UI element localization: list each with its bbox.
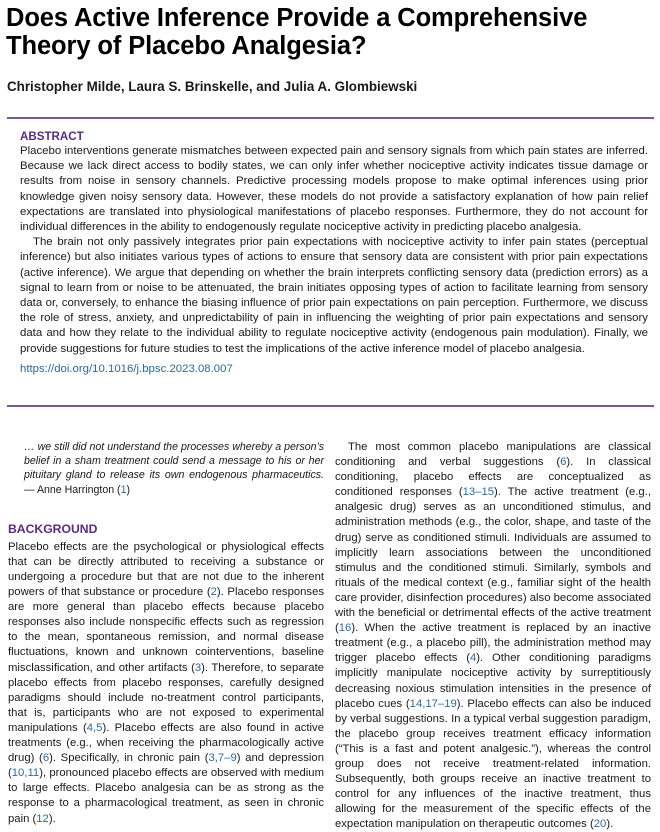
paragraph-text: ).	[606, 818, 614, 831]
paragraph-text: ).	[48, 812, 56, 825]
paragraph-text: ). The active treatment (e.g., analgesic drug) serves as an unconditioned stimulus, and administration methods (e.g., the color, shape, and taste of the drug) serve as conditioned stimuli. Individuals are assumed to implicitly learn associations between the unconditioned stimulus and the conditioned stimuli. Similarly, symbols and rituals of the medical context (e.g., familiar sight of the health care provider, disinfection procedures) also become associated with the beneficial or detrimental effects of the active treatment (	[335, 486, 651, 635]
citation-link[interactable]: 16	[338, 622, 352, 635]
paragraph-text: ). Placebo responses are more general than placebo effects because placebo responses also include nonspecific effects such as regression to the mean, spontaneous remission, and normal disease fluctuations, known and unknown cointerventions, baseline misclassification, and other artifacts (	[8, 586, 325, 674]
citation-link[interactable]: 14,17–19	[409, 697, 457, 710]
paragraph-text: ). Therefore, to separate placebo effects from placebo responses, carefully designed paradigms should include no-treatment control participants, that is, participants who are not exposed to experimental manipulations (	[8, 661, 324, 734]
paragraph-text: ). Placebo effects can also be induced by verbal suggestions. In a typical verbal suggestion paradigm, the placebo group receives treatment efficacy information (“This is a fast and potent analgesic.”), whereas the control group does not receive treatment-related information. Subsequently, both groups receive an inactive treatment to control for any influences of the inactive treatment, thus allowing for the measurement of the specific effects of the expectation manipulation on therapeutic outcomes (	[335, 697, 651, 831]
citation-link[interactable]: 10,11	[11, 767, 40, 780]
paragraph-text: ). In classical conditioning, placebo effects are conceptualized as conditioned responses (	[335, 456, 651, 499]
background-paragraph-1	[8, 540, 324, 827]
paragraph-text: ). Placebo effects are also found in active treatments (e.g., when receiving the pharmacologically active drug) (	[8, 721, 324, 765]
background-heading: BACKGROUND	[8, 521, 98, 536]
background-paragraph-2	[335, 440, 651, 832]
citation-link[interactable]: 13–15	[462, 486, 495, 499]
abstract-paragraph-1: Placebo interventions generate mismatches between expected pain and sensory signals from which pain states are inferred. Because we lack direct access to bodily states, we can only infer whether nociceptive activity indicates tissue damage or results from noise in sensory channels. Predictive processing models propose to make optimal inferences using prior knowledge given noisy sensory data. However, these models do not provide a satisfactory explanation of how pain relief expectations are translated into physiological manifestations of placebo responses. Furthermore, they do not account for individual differences in the ability to endogenously regulate nociceptive activity in predicting placebo analgesia.	[20, 145, 648, 234]
citation-link[interactable]: 4	[469, 652, 477, 665]
paragraph-text: The most common placebo manipulations are classical conditioning and verbal suggestions (	[335, 441, 651, 469]
citation-link[interactable]: 3	[194, 661, 202, 674]
abstract-section	[20, 130, 648, 375]
paragraph-text: ) and depression (	[8, 752, 324, 780]
paragraph-text: ). When the active treatment is replaced by an inactive treatment (e.g., a placebo pill), the administration method may trigger placebo effects (	[335, 622, 651, 665]
citation-link[interactable]: 12	[36, 812, 49, 825]
citation-link[interactable]: 6	[560, 456, 567, 469]
citation-link[interactable]: 3,7–9	[208, 752, 237, 765]
abstract-bottom-divider	[7, 405, 654, 407]
right-column	[335, 440, 651, 832]
paragraph-text: ), pronounced placebo effects are observed with medium to large effects. Placebo analgesia can be as strong as the response to a pharmacological treatment, as seen in chronic pain (	[8, 767, 324, 825]
citation-link[interactable]: 2	[210, 586, 217, 599]
citation-link[interactable]: 4,5	[86, 721, 103, 734]
abstract-top-divider	[7, 117, 654, 119]
epigraph	[24, 440, 324, 497]
citation-link[interactable]: 20	[593, 818, 607, 831]
epigraph-quote: … we still did not understand the processes whereby a person’s belief in a sham treatment could send a message to his or her pituitary gland to release its own endogenous pharmaceutics.	[24, 441, 324, 482]
citation-link[interactable]: 1	[120, 483, 127, 496]
paragraph-text: Placebo effects are the psychological or physiological effects that can be directly attributed to receiving a substance or undergoing a procedure but that are not due to the inherent powers of that substance or procedure (	[8, 540, 324, 599]
author-list: Christopher Milde, Laura S. Brinskelle, and Julia A. Glombiewski	[7, 79, 418, 94]
epigraph-attribution: — Anne Harrington (	[24, 483, 121, 496]
epigraph-close: )	[126, 483, 131, 496]
doi-link[interactable]: https://doi.org/10.1016/j.bpsc.2023.08.007	[20, 362, 233, 375]
article-title: Does Active Inference Provide a Comprehensive Theory of Placebo Analgesia?	[6, 4, 588, 60]
citation-link[interactable]: 6	[42, 752, 50, 765]
left-column	[8, 440, 324, 827]
paragraph-text: ). Specifically, in chronic pain (	[49, 752, 209, 765]
abstract-paragraph-2: The brain not only passively integrates prior pain expectations with nociceptive activity to infer pain states (perceptual inference) but also initiates various types of actions to ensure that sensory data are consistent with prior pain expectations (active inference). We argue that depending on whether the brain interprets conflicting sensory data (prediction errors) as a signal to learn from or noise to be attenuated, the brain initiates opposing types of action to facilitate learning from sensory data or, conversely, to enhance the biasing influence of prior pain expectations on pain perception. Furthermore, we discuss the role of stress, anxiety, and unpredictability of pain in influencing the weighting of prior pain expectations and sensory data and how they relate to the individual ability to regulate nociceptive activity (endogenous pain modulation). Finally, we provide suggestions for future studies to test the implications of the active inference model of placebo analgesia.	[20, 236, 648, 355]
paragraph-text: ). Other conditioning paradigms implicitly manipulate nociceptive activity by surreptitiously decreasing noxious stimulation intensities in the presence of placebo cues (	[335, 652, 651, 710]
abstract-heading: ABSTRACT	[20, 130, 84, 143]
